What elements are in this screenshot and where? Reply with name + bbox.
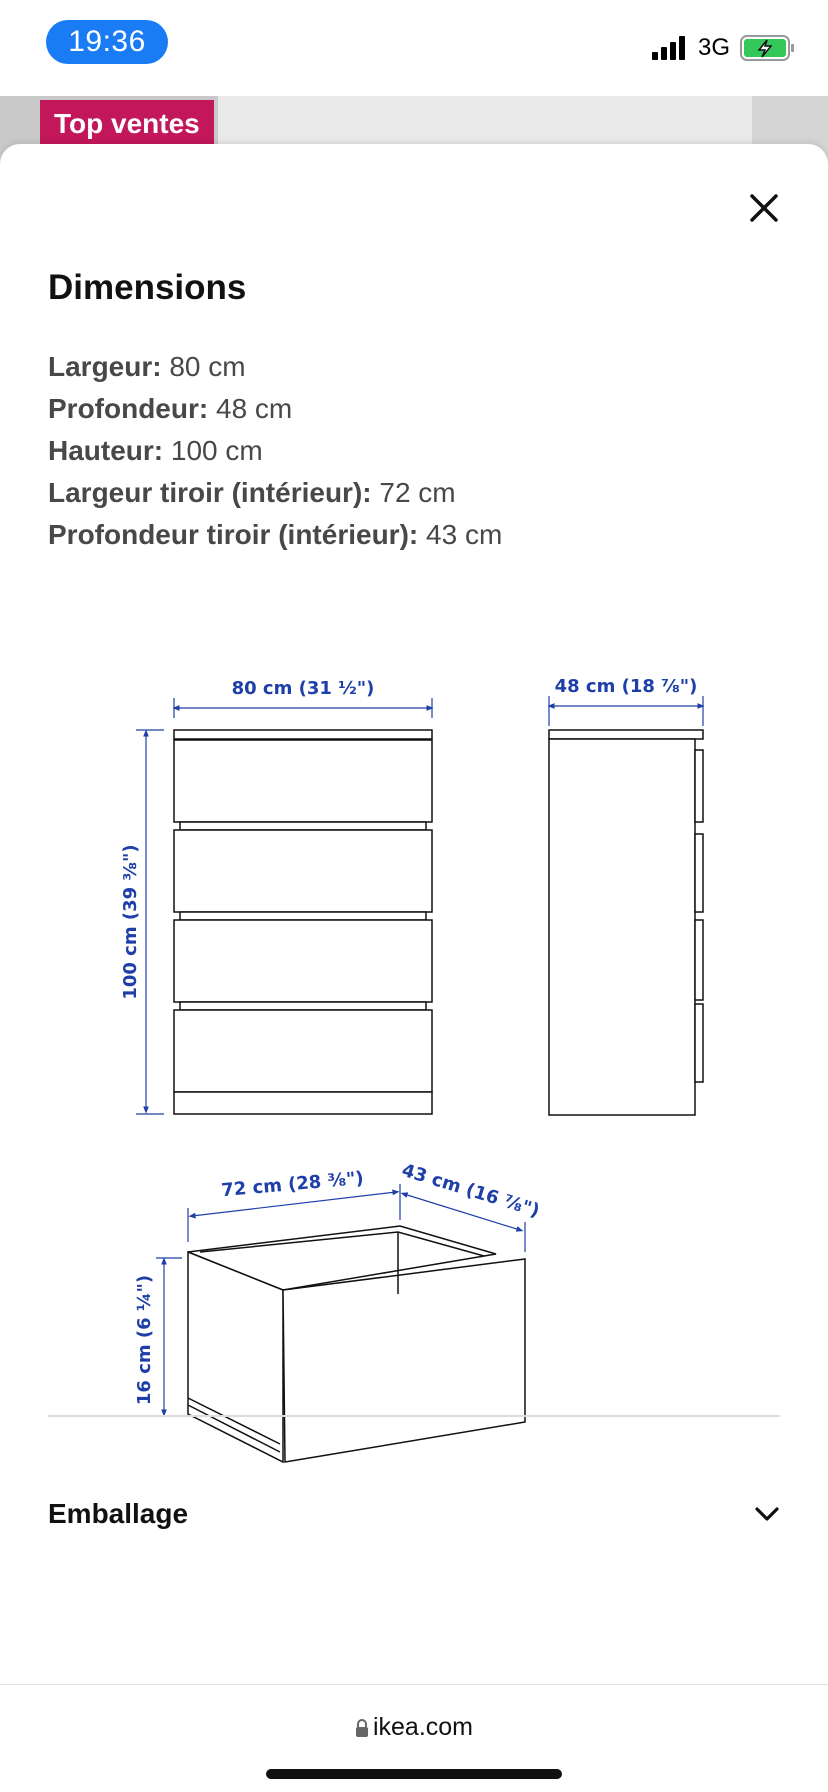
lock-icon — [355, 1718, 369, 1738]
height-label: 100 cm (39 ⅜") — [120, 844, 141, 1000]
network-type: 3G — [698, 34, 731, 61]
dimension-row-height: Hauteur: 100 cm — [48, 435, 263, 466]
battery-charging-icon — [740, 34, 796, 62]
side-depth-label: 48 cm (18 ⅞") — [554, 676, 698, 697]
drawer-depth-label: 43 cm (16 ⅞") — [399, 1159, 542, 1222]
chevron-down-icon — [754, 1506, 780, 1522]
divider — [48, 1415, 780, 1417]
accordion-label: Emballage — [48, 1498, 189, 1529]
dimensions-sheet — [0, 144, 828, 1684]
status-time[interactable]: 19:36 — [46, 20, 168, 64]
status-bar — [0, 0, 828, 96]
url-display[interactable] — [0, 1713, 828, 1742]
drawer-view — [188, 1226, 525, 1462]
dimension-row-depth: Profondeur: 48 cm — [48, 393, 293, 424]
drawer-height-label: 16 cm (6 ¼") — [134, 1274, 155, 1406]
dimension-row-drawer-depth: Profondeur tiroir (intérieur): 43 cm — [48, 519, 503, 550]
close-button[interactable] — [740, 184, 788, 232]
dimension-list — [48, 346, 502, 556]
home-indicator — [266, 1769, 562, 1779]
drawer-width-label: 72 cm (28 ⅜") — [220, 1167, 365, 1202]
close-icon — [749, 193, 779, 223]
front-width-label: 80 cm (31 ½") — [231, 678, 375, 699]
side-view — [549, 730, 703, 1115]
url-domain: ikea.com — [372, 1713, 474, 1741]
dimension-row-drawer-width: Largeur tiroir (intérieur): 72 cm — [48, 477, 456, 508]
emballage-accordion[interactable] — [48, 1484, 780, 1544]
signal-icon — [652, 36, 692, 60]
top-ventes-badge: Top ventes — [40, 100, 214, 148]
sheet-title: Dimensions — [48, 268, 247, 307]
front-view — [174, 730, 432, 1114]
dimension-diagram — [100, 602, 740, 1406]
safari-url-bar[interactable] — [0, 1684, 828, 1792]
dimension-row-width: Largeur: 80 cm — [48, 351, 246, 382]
